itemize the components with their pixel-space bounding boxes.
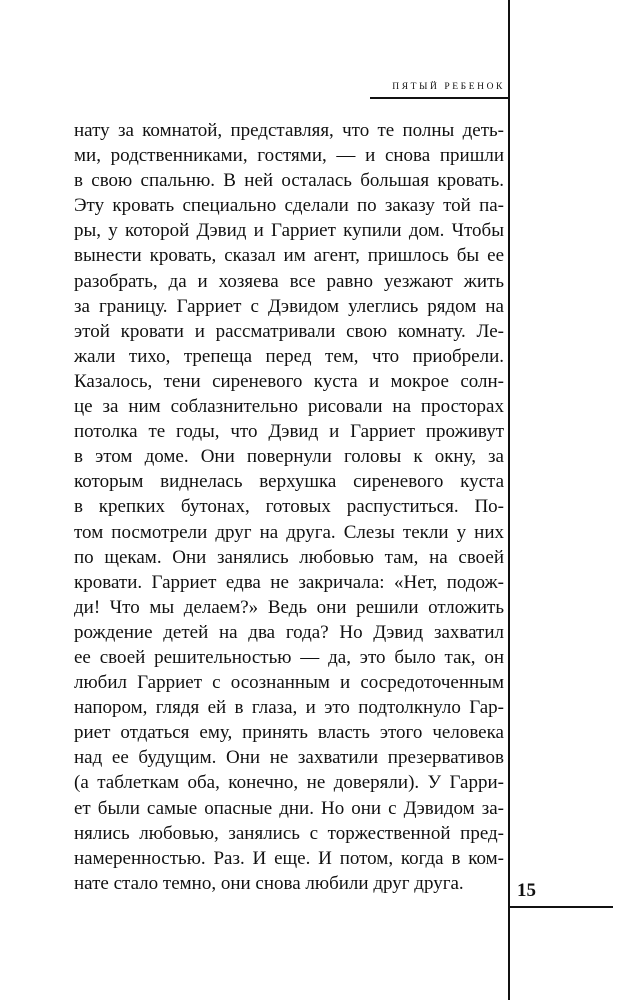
text-line: вынести кровать, сказал им агент, пришлось бы ее (74, 245, 504, 267)
text-line: ет были самые опасные дни. Но они с Дэвидом за- (74, 797, 504, 819)
text-line: ры, у которой Дэвид и Гарриет купили дом. Чтобы (74, 220, 504, 242)
text-line: рождение детей на два года? Но Дэвид захватил (74, 621, 504, 643)
text-line: ми, родственниками, гостями, — и снова пришли (74, 145, 504, 167)
text-line: любил Гарриет с осознанным и сосредоточенным (74, 672, 504, 694)
text-line: том посмотрели друг на друга. Слезы текли у них (74, 521, 504, 543)
text-line: нату за комнатой, представляя, что те полны деть- (74, 120, 504, 141)
text-line: нате стало темно, они снова любили друг друга. (74, 872, 464, 894)
text-line: Эту кровать специально сделали по заказу той па- (74, 195, 504, 217)
text-line: кровати. Гарриет едва не закричала: «Нет, подож- (74, 571, 504, 593)
text-line: намеренностью. Раз. И еще. И потом, когда в ком- (74, 847, 504, 869)
body-text (74, 118, 504, 896)
text-line: це за ним соблазнительно рисовали на просторах (74, 396, 504, 418)
text-line: (а таблеткам оба, конечно, не доверяли). У Гарри- (74, 772, 504, 794)
folio-rule (509, 906, 613, 908)
text-line: потолка те годы, что Дэвид и Гарриет проживут (74, 421, 504, 443)
margin-vertical-rule (508, 0, 510, 1000)
text-line: жали тихо, трепеща перед тем, что приобрели. (74, 345, 504, 367)
text-line: риет отдаться ему, принять власть этого человека (74, 722, 504, 744)
header-rule (370, 97, 509, 99)
text-line: Казалось, тени сиреневого куста и мокрое солн- (74, 370, 504, 392)
text-line: в свою спальню. В ней осталась большая кровать. (74, 170, 504, 192)
text-line: которым виднелась верхушка сиреневого куста (74, 471, 504, 493)
text-line: по щекам. Они занялись любовью там, на своей (74, 546, 504, 568)
text-line: над ее будущим. Они не захватили презервативов (74, 747, 504, 769)
text-line: в крепких бутонах, готовых распуститься. По- (74, 496, 504, 518)
text-line: ди! Что мы делаем?» Ведь они решили отложить (74, 596, 504, 618)
page-number: 15 (517, 880, 536, 901)
text-line: за границу. Гарриет с Дэвидом улеглись рядом на (74, 295, 504, 317)
text-line: в этом доме. Они повернули головы к окну, за (74, 446, 504, 468)
running-head: ПЯТЫЙ РЕБЕНОК (392, 82, 505, 92)
text-line: ее своей решительностью — да, это было так, он (74, 646, 504, 668)
text-line: разобрать, да и хозяева все равно уезжают жить (74, 270, 504, 292)
text-line: этой кровати и рассматривали свою комнату. Ле- (74, 320, 504, 342)
text-line: напором, глядя ей в глаза, и это подтолкнуло Гар- (74, 697, 504, 719)
text-line: нялись любовью, занялись с торжественной пред- (74, 822, 504, 844)
